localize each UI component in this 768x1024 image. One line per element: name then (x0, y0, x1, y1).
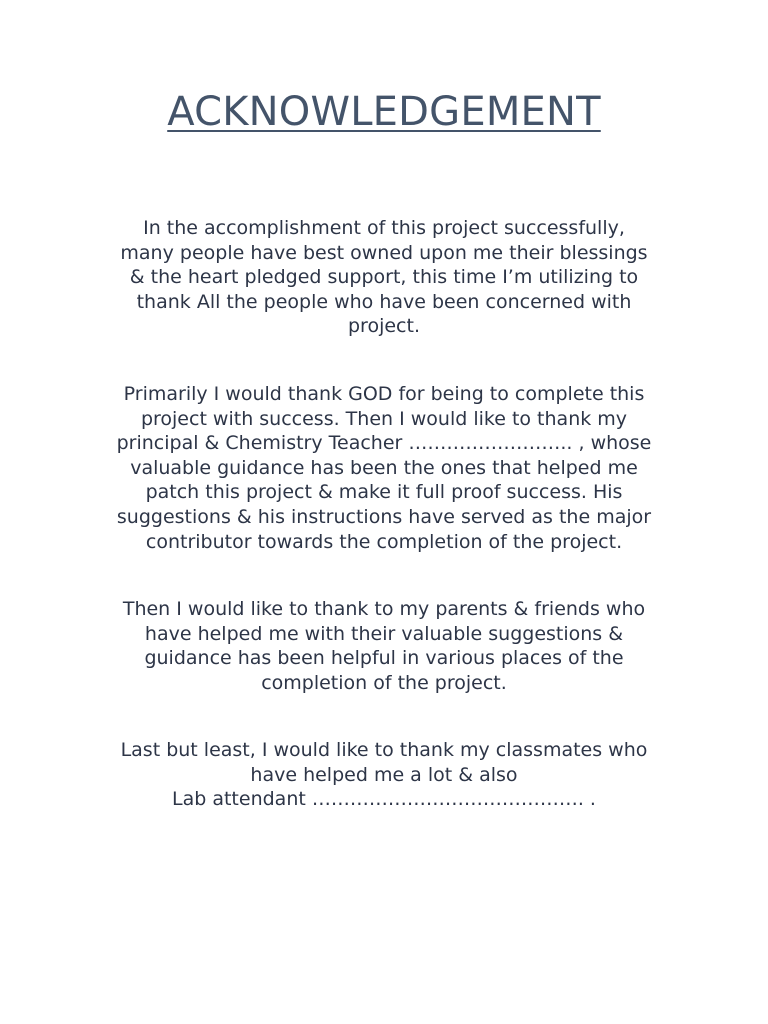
paragraph-line: project with success. Then I would like to thank my (140, 407, 628, 430)
paragraph-line: In the accomplishment of this project successfully, (143, 217, 625, 239)
paragraph-line: thank All the people who have been concerned with (136, 290, 632, 313)
paragraph-line: contributor towards the completion of the project. (145, 530, 623, 553)
paragraph-line: Then I would like to thank to my parents & friends who (122, 598, 646, 620)
page-title: ACKNOWLEDGEMENT (167, 89, 601, 135)
paragraph-line: Last but least, I would like to thank my classmates who (120, 739, 648, 761)
paragraph-teacher-thanks (88, 382, 680, 554)
paragraph-intro (88, 216, 680, 339)
paragraph-line: completion of the project. (261, 671, 507, 694)
paragraph-line: Primarily I would thank GOD for being to complete this (123, 383, 645, 405)
paragraph-line: project. (348, 315, 420, 338)
paragraph-line: & the heart pledged support, this time I’m utilizing to (129, 266, 639, 289)
paragraph-line: Lab attendant ……………………………………. . (172, 788, 596, 811)
paragraph-line: many people have best owned upon me their blessings (120, 241, 648, 264)
paragraph-classmates-thanks (88, 738, 680, 812)
paragraph-line: suggestions & his instructions have served as the major (116, 505, 652, 528)
paragraph-line: have helped me with their valuable suggestions & (144, 622, 624, 645)
paragraph-parents-thanks (88, 597, 680, 695)
paragraph-line: principal & Chemistry Teacher …………………….. , whose (116, 432, 652, 455)
paragraph-line: valuable guidance has been the ones that helped me (130, 456, 638, 479)
paragraph-line: have helped me a lot & also (250, 763, 518, 786)
paragraph-line: guidance has been helpful in various places of the (144, 647, 624, 670)
paragraph-line: patch this project & make it full proof success. His (145, 481, 623, 504)
